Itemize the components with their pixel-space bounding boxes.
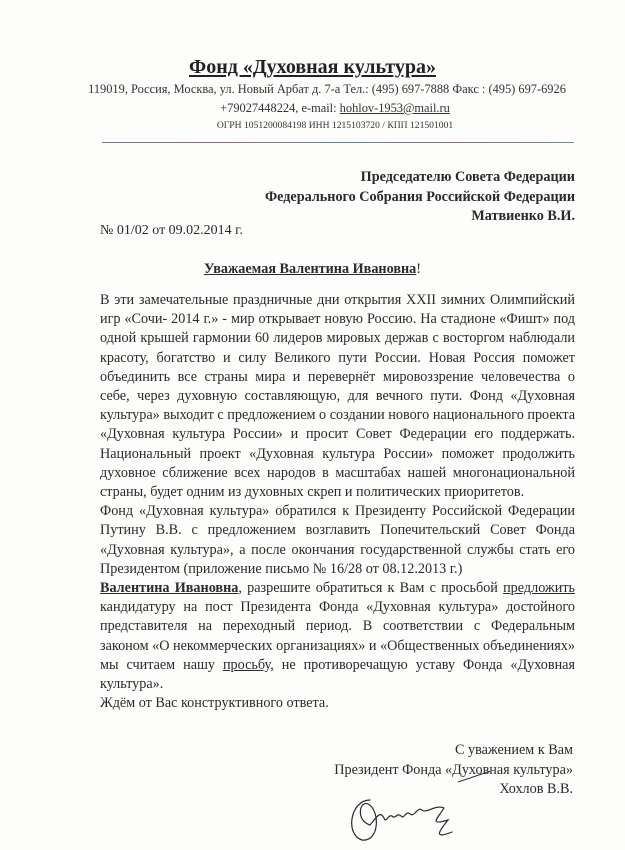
- body-text-span: кандидатуру на пост Президента Фонда «Духовная культура» достойного представителя на переходный период. В соответствии с Федеральным законом «О некоммерческих организациях» и «Общественных объединениях» мы считаем нашу: [100, 599, 575, 673]
- reference-number: № 01/02 от 09.02.2014 г.: [100, 223, 243, 238]
- handwritten-signature: [340, 770, 490, 850]
- letterhead-divider: [102, 142, 574, 143]
- phone-text: +79027448224, e-mail:: [220, 101, 340, 115]
- salutation-name: Уважаемая Валентина Ивановна: [203, 261, 417, 277]
- body-paragraph-3: [100, 579, 575, 694]
- underlined-word-request: просьбу,: [222, 656, 274, 673]
- letterhead-contacts: [40, 101, 625, 116]
- letter-body: [100, 291, 575, 713]
- letterhead-title: Фонд «Духовная культура»: [189, 56, 436, 78]
- addressee-name-emphasis: Валентина Ивановна: [100, 580, 239, 597]
- salutation: [0, 261, 625, 278]
- salutation-punct: !: [416, 261, 421, 277]
- addressee-block: [265, 168, 575, 227]
- addressee-line-2: Федерального Собрания Российской Федерации: [264, 188, 575, 205]
- body-text-span: не противоречащую уставу Фонда «Духовная культура».: [100, 656, 576, 693]
- email-link[interactable]: hohlov-1953@mail.ru: [339, 101, 450, 115]
- letterhead-address: 119019, Россия, Москва, ул. Новый Арбат д. 7-а Тел.: (495) 697-7888 Факс : (495) 697-6926: [88, 82, 566, 96]
- closing-line-3: Хохлов В.В.: [499, 781, 573, 797]
- letterhead-registration: ОГРН 1051200084198 ИНН 1215103720 / КПП 121501001: [216, 120, 454, 131]
- underlined-word-propose: предложить: [503, 580, 575, 597]
- body-paragraph-4: Ждём от Вас конструктивного ответа.: [100, 695, 329, 712]
- addressee-line-3: Матвиенко В.И.: [471, 208, 575, 224]
- addressee-line-1: Председателю Совета Федерации: [360, 169, 575, 185]
- body-paragraph-1: В эти замечательные праздничные дни открытия XXII зимних Олимпийский игр «Сочи- 2014 г.» - мир открывает новую Россию. На стадионе «Фишт» под одной крышей гармонии 60 лидеров мировых держав с восторгом наблюдали красоту, богатство и силу Великого пути России. Новая Россия поможет объединить все страны мира и перевернёт мировоззрение человечества о себе, через духовную составляющую, для вечного пути. Фонд «Духовная культура» выходит с предложением о создании нового национального проекта «Духовная культура России» и просит Совет Федерации его поддержать. Национальный проект «Духовная культура России» поможет продолжить духовное сближение всех народов в масштабах нашей многонациональной страны, будет одним из духовных скреп и политических приоритетов.: [100, 292, 575, 501]
- closing-line-2: Президент Фонда «Духовная культура»: [334, 761, 573, 778]
- closing-line-1: С уважением к Вам: [454, 742, 573, 758]
- body-paragraph-2: Фонд «Духовная культура» обратился к Президенту Российской Федерации Путину В.В. с предложением возглавить Попечительский Совет Фонда «Духовная культура», а после окончания государственной службы стать его Президентом (приложение письмо № 16/28 от 08.12.2013 г.): [100, 503, 575, 577]
- body-text-span: , разрешите обратиться к Вам с просьбой: [238, 580, 504, 597]
